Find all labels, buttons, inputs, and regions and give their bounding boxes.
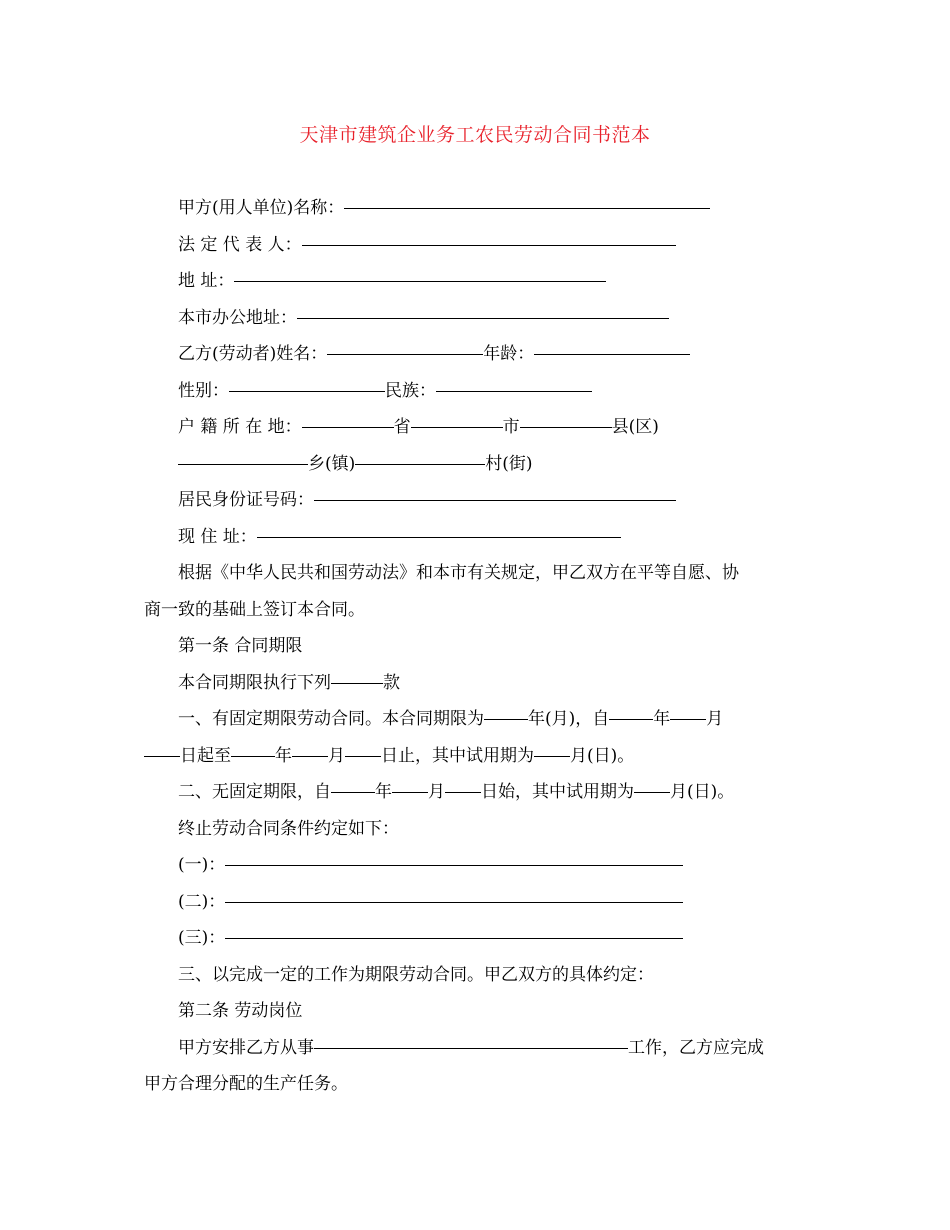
item1-label: (一)：: [178, 855, 226, 875]
end-day-label: 日止，其中试用期为: [381, 745, 534, 766]
job-blank[interactable]: [314, 1047, 628, 1049]
article2-title: 第二条 劳动岗位: [178, 1001, 303, 1021]
end-month-blank[interactable]: [292, 755, 328, 757]
worker-name-label: 乙方(劳动者)姓名：: [178, 344, 328, 364]
open-term-text: 二、无固定期限，自: [178, 782, 331, 802]
county-label: 县(区): [611, 417, 659, 437]
residence-blank[interactable]: [257, 536, 621, 538]
id-number-blank[interactable]: [314, 499, 676, 501]
ethnicity-label: 民族：: [385, 380, 436, 401]
open-month-blank[interactable]: [392, 791, 428, 793]
township-row: [144, 446, 804, 483]
open-probation-unit: 月(日)。: [670, 782, 735, 802]
end-year-blank[interactable]: [231, 755, 275, 757]
article1-intro-row: [144, 665, 804, 702]
article2-row2: 甲方合理分配的生产任务。: [144, 1074, 348, 1094]
ethnicity-blank[interactable]: [436, 390, 592, 392]
basis-paragraph-line1: 根据《中华人民共和国劳动法》和本市有关规定，甲乙双方在平等自愿、协: [178, 563, 739, 583]
open-month-label: 月: [428, 782, 445, 802]
start-day-blank[interactable]: [144, 755, 180, 757]
household-row: [144, 409, 804, 446]
open-day-label: 日始，其中试用期为: [481, 782, 634, 802]
document-title: 天津市建筑企业务工农民劳动合同书范本: [299, 124, 651, 146]
article2-text: 甲方安排乙方从事: [178, 1037, 314, 1058]
office-address-blank[interactable]: [297, 317, 669, 319]
legal-rep-label: 法 定 代 表 人：: [178, 234, 302, 255]
item2-label: (二)：: [178, 891, 226, 912]
township-blank[interactable]: [178, 463, 308, 465]
article2-row: [144, 1030, 804, 1067]
fixed-term-unit: 年(月)，自: [528, 709, 610, 729]
task-contract-line: 三、以完成一定的工作为期限劳动合同。甲乙双方的具体约定：: [178, 964, 654, 985]
office-address-label: 本市办公地址：: [178, 307, 297, 328]
gender-label: 性别：: [178, 380, 229, 401]
probation-unit: 月(日)。: [570, 745, 635, 766]
item3-label: (三)：: [178, 928, 226, 948]
province-blank[interactable]: [302, 426, 394, 428]
township-label: 乡(镇): [308, 453, 356, 474]
start-year-label: 年: [653, 709, 671, 729]
gender-row: [144, 373, 804, 410]
address-label: 地 址：: [178, 271, 235, 291]
article1-title: 第一条 合同期限: [178, 636, 303, 656]
gender-blank[interactable]: [229, 390, 385, 392]
end-month-label: 月: [328, 745, 345, 766]
article1-intro-text: 本合同期限执行下列: [178, 672, 331, 693]
open-term-row: [144, 774, 804, 811]
clause-choice-blank[interactable]: [331, 682, 383, 684]
start-month-blank[interactable]: [670, 718, 706, 720]
legal-rep-blank[interactable]: [302, 244, 676, 246]
employer-name-blank[interactable]: [344, 207, 710, 209]
termination-item-1: [144, 847, 804, 884]
open-probation-blank[interactable]: [634, 791, 670, 793]
item2-blank[interactable]: [225, 901, 683, 903]
termination-heading: 终止劳动合同条件约定如下：: [178, 818, 399, 839]
id-number-label: 居民身份证号码：: [178, 490, 314, 510]
address-row: [144, 263, 804, 300]
basis-paragraph-line2: 商一致的基础上签订本合同。: [144, 599, 365, 620]
employer-name-label: 甲方(用人单位)名称：: [178, 198, 345, 218]
residence-label: 现 住 址：: [178, 526, 257, 547]
termination-item-3: [144, 920, 804, 957]
start-year-blank[interactable]: [609, 718, 653, 720]
employer-name-row: [144, 190, 804, 227]
age-blank[interactable]: [534, 353, 690, 355]
article1-intro-suffix: 款: [383, 672, 400, 693]
probation-blank[interactable]: [534, 755, 570, 757]
contract-body: [144, 190, 804, 1103]
start-day-label: 日起至: [180, 745, 231, 766]
city-blank[interactable]: [411, 426, 503, 428]
village-blank[interactable]: [355, 463, 485, 465]
village-label: 村(街): [485, 453, 533, 474]
province-label: 省: [393, 417, 411, 437]
id-number-row: [144, 482, 804, 519]
county-blank[interactable]: [520, 426, 612, 428]
article2-text-b: 工作，乙方应完成: [628, 1037, 764, 1058]
household-label: 户 籍 所 在 地：: [178, 417, 302, 437]
open-year-label: 年: [375, 782, 392, 802]
end-day-blank[interactable]: [345, 755, 381, 757]
fixed-term-row2: [144, 738, 804, 775]
open-day-blank[interactable]: [445, 791, 481, 793]
fixed-term-text: 一、有固定期限劳动合同。本合同期限为: [178, 709, 484, 729]
term-length-blank[interactable]: [484, 718, 528, 720]
item3-blank[interactable]: [225, 937, 683, 939]
open-year-blank[interactable]: [331, 791, 375, 793]
office-address-row: [144, 300, 804, 337]
age-label: 年龄：: [483, 344, 535, 364]
address-blank[interactable]: [234, 280, 606, 282]
legal-rep-row: [144, 227, 804, 264]
item1-blank[interactable]: [225, 864, 683, 866]
termination-item-2: [144, 884, 804, 921]
city-label: 市: [502, 417, 520, 437]
end-year-label: 年: [275, 745, 292, 766]
fixed-term-row: [144, 701, 804, 738]
start-month-label: 月: [706, 709, 724, 729]
worker-name-blank[interactable]: [327, 353, 483, 355]
residence-row: [144, 519, 804, 556]
worker-name-row: [144, 336, 804, 373]
